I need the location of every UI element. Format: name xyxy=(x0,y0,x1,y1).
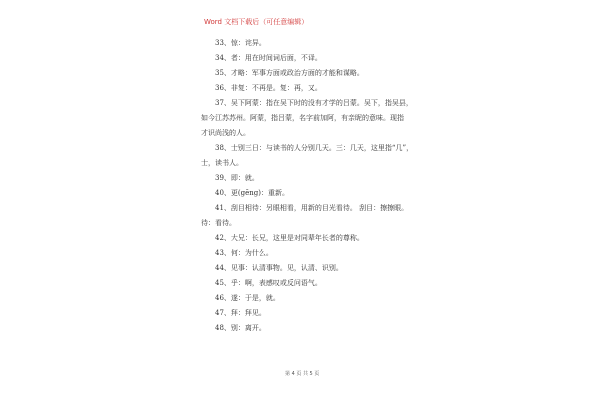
entry-text: 见事：认清事物。见，认清、识别。 xyxy=(230,264,343,272)
entry-text: 乎：啊，表感叹或反问语气。 xyxy=(230,279,322,287)
entry-number: 38、 xyxy=(215,144,231,152)
entry-text: 遂：于是，就。 xyxy=(230,294,280,302)
entry-40 xyxy=(215,189,289,198)
download-note: Word 文档下载后（可任意编辑） xyxy=(204,18,309,26)
entry-34 xyxy=(215,54,322,63)
entry-number: 41、 xyxy=(215,204,231,212)
entry-text: 别：离开。 xyxy=(230,324,266,332)
entry-text: 拜：拜见。 xyxy=(230,309,266,317)
entry-33 xyxy=(215,39,266,48)
entry-number: 47、 xyxy=(215,309,231,317)
entry-number: 37、 xyxy=(215,99,231,107)
entry-42 xyxy=(215,234,364,243)
entry-44 xyxy=(215,264,343,273)
entry-text: 刮目相待：另眼相看，用新的目光看待。 刮目：擦擦眼。 xyxy=(230,204,409,212)
entry-text: 更(gēng)：重新。 xyxy=(230,189,289,197)
entry-text: 吴下阿蒙：指在吴下时的没有才学的吕蒙。吴下，指吴县， xyxy=(230,99,413,107)
entry-number: 43、 xyxy=(215,249,231,257)
page-footer: 第 4 页 共 5 页 xyxy=(285,371,320,377)
entry-47 xyxy=(215,309,266,318)
entry-number: 42、 xyxy=(215,234,231,242)
entry-number: 39、 xyxy=(215,174,231,182)
entry-number: 35、 xyxy=(215,69,231,77)
entry-36 xyxy=(215,84,322,93)
entry-text: 者：用在时间词后面，不译。 xyxy=(230,54,322,62)
entry-number: 36、 xyxy=(215,84,231,92)
entry-number: 34、 xyxy=(215,54,231,62)
entry-text: 士别三日：与读书的人分别几天。三：几天，这里指“几”， xyxy=(230,144,414,152)
entry-41 xyxy=(215,204,408,213)
entry-number: 48、 xyxy=(215,324,231,332)
entry-text: 何：为什么。 xyxy=(230,249,273,257)
entry-text: 非复：不再是。复：再，又。 xyxy=(230,84,322,92)
entry-38-continuation: 士，读书人。 xyxy=(201,159,243,167)
entry-number: 46、 xyxy=(215,294,231,302)
entry-37 xyxy=(215,99,413,108)
entry-37-continuation: 如今江苏苏州。阿蒙，指吕蒙，名字前加阿，有亲昵的意味。现指 xyxy=(201,114,404,122)
entry-46 xyxy=(215,294,280,303)
entry-text: 惊：诧异。 xyxy=(230,39,266,47)
entry-35 xyxy=(215,69,364,78)
entry-45 xyxy=(215,279,322,288)
entry-number: 44、 xyxy=(215,264,231,272)
entry-41-continuation: 待：看待。 xyxy=(201,219,236,227)
entry-48 xyxy=(215,324,266,333)
entry-number: 45、 xyxy=(215,279,231,287)
entry-number: 33、 xyxy=(215,39,231,47)
entry-number: 40、 xyxy=(215,189,231,197)
entry-38 xyxy=(215,144,413,153)
entry-text: 大兄：长兄，这里是对同辈年长者的尊称。 xyxy=(230,234,364,242)
entry-37-continuation: 才识尚浅的人。 xyxy=(201,129,250,137)
entry-text: 才略：军事方面或政治方面的才能和谋略。 xyxy=(230,69,364,77)
entry-43 xyxy=(215,249,273,258)
entry-39 xyxy=(215,174,259,183)
entry-text: 即：就。 xyxy=(230,174,259,182)
